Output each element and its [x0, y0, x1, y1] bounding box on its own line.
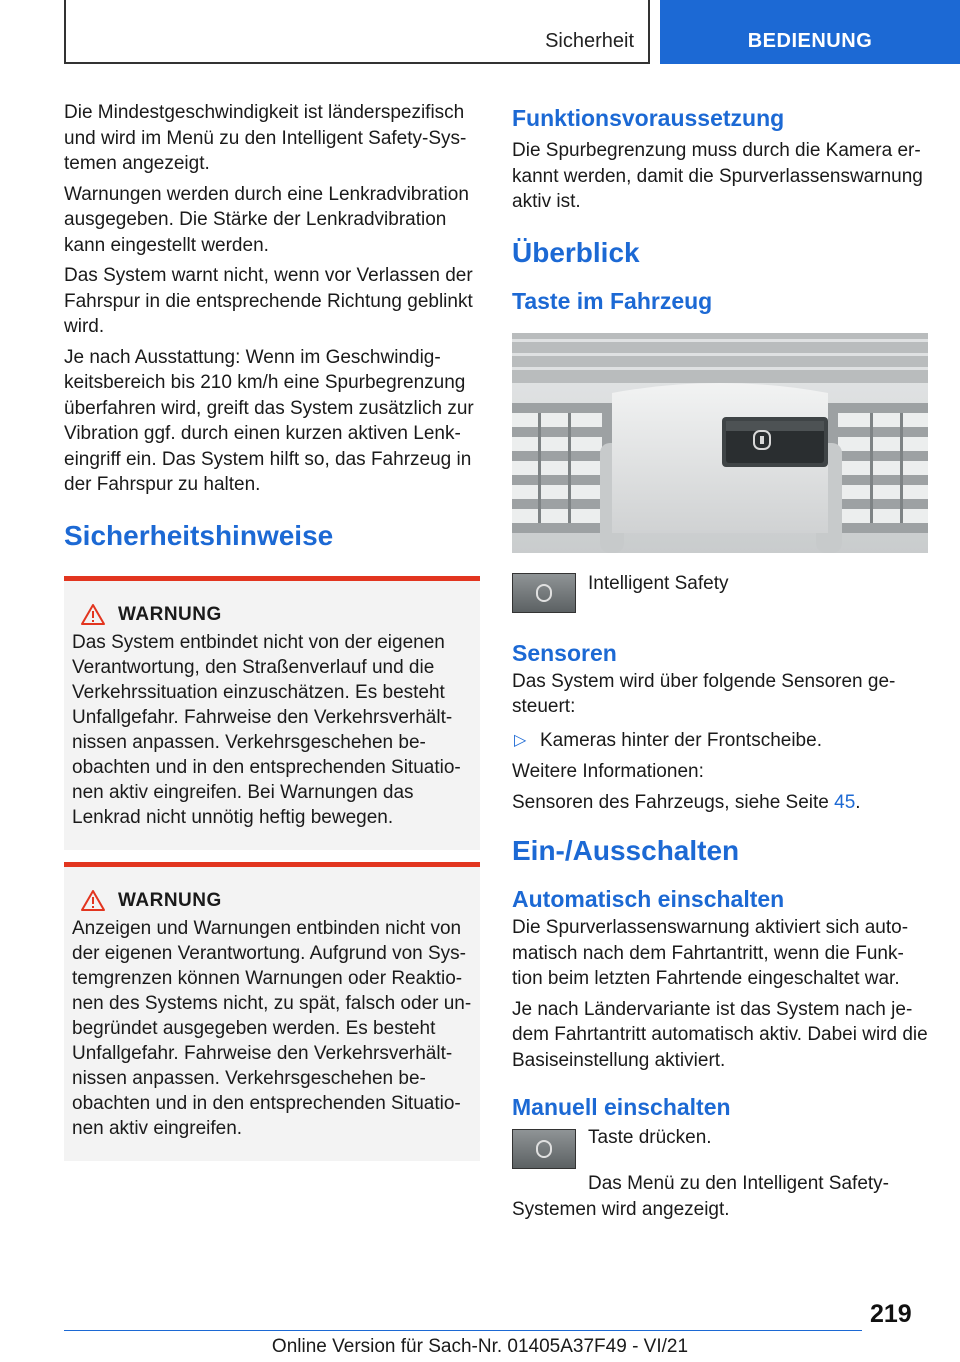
- footer-divider: [64, 1330, 862, 1331]
- paragraph: Je nach Ausstattung: Wenn im Geschwindigkeitsbereich bis 210 km/h eine Spurbegrenzung überfahren wird, greift das System zusätzlich zur Vibration ggf. durch einen kurzen aktiven Lenkeingriff ein. Das System hilft so, das Fahrzeug in der Fahrspur zu halten.: [64, 346, 474, 495]
- page-number: 219: [870, 1300, 912, 1328]
- page-header: [0, 0, 960, 66]
- right-column: [512, 100, 928, 1227]
- warning-text: Anzeigen und Warnungen entbinden nicht von der eigenen Verantwortung. Aufgrund von Systemgrenzen können Warnungen oder Reaktionen des Systems nicht, zu spät, falsch oder unbegründet ausgegeben werden. Es besteht Unfallgefahr. Fahrweise den Verkehrsverhältnissen anpassen. Verkehrsgeschehen beobachten und in den entsprechenden Situationen aktiv eingreifen.: [72, 917, 472, 1139]
- warning-label: WARNUNG: [118, 889, 222, 911]
- manual-step-result: Das Menü zu den Intelligent Safety-Systemen wird angezeigt.: [512, 1173, 890, 1220]
- vehicle-button-photo: [512, 333, 928, 553]
- manual-step: Taste drücken.: [588, 1127, 712, 1148]
- func-text: Die Spurbegrenzung muss durch die Kamera erkannt werden, damit die Spurverlassenswarnung aktiv ist.: [512, 140, 923, 212]
- intelligent-safety-button-icon: [512, 573, 576, 613]
- footer-online-version: Online Version für Sach-Nr. 01405A37F49 - VI/21: [271, 1336, 689, 1357]
- sensors-heading: Sensoren: [512, 639, 617, 666]
- header-section-title: Sicherheit: [545, 30, 634, 52]
- left-column: [64, 100, 480, 1161]
- header-section-box: [64, 0, 650, 64]
- warning-triangle-icon: [80, 603, 112, 627]
- overview-heading: Überblick: [512, 236, 640, 268]
- warning-label: WARNUNG: [118, 603, 222, 625]
- paragraph: Die Mindestgeschwindigkeit ist länderspezifisch und wird im Menü zu den Intelligent Safety-Systemen angezeigt.: [64, 102, 467, 174]
- auto-heading: Automatisch einschalten: [512, 886, 785, 912]
- header-chapter-label: BEDIENUNG: [747, 30, 873, 52]
- intelligent-safety-button-icon: [512, 1129, 576, 1169]
- triangle-bullet-icon: ▷: [514, 731, 527, 749]
- list-item-text: Kameras hinter der Frontscheibe.: [540, 729, 822, 751]
- auto-text: Je nach Ländervariante ist das System nach jedem Fahrtantritt automatisch aktiv. Dabei wird die Basiseinstellung aktiviert.: [512, 998, 928, 1071]
- button-caption: Intelligent Safety: [588, 572, 729, 594]
- sensors-text: Das System wird über folgende Sensoren gesteuert:: [512, 670, 896, 717]
- manual-heading: Manuell einschalten: [512, 1094, 731, 1120]
- dashboard-button-illustration: [512, 333, 928, 553]
- onoff-heading: Ein-/Ausschalten: [512, 835, 740, 866]
- warning-header: [72, 889, 472, 913]
- header-chapter-tab: [660, 0, 960, 64]
- paragraph: Das System warnt nicht, wenn vor Verlassen der Fahrspur in die entsprechende Richtung geblinkt wird.: [64, 265, 473, 337]
- manual-step-text: [588, 1125, 712, 1151]
- reference-end: .: [855, 791, 861, 813]
- warning-box: [64, 862, 480, 1161]
- warning-box: [64, 576, 480, 850]
- reference-label: Sensoren des Fahrzeugs, siehe Seite: [512, 791, 835, 813]
- warning-text: Das System entbindet nicht von der eigenen Verantwortung, den Straßenverlauf und die Verkehrssituation einzuschätzen. Es besteht Unfallgefahr. Fahrweise den Verkehrsverhältnissen anpassen. Verkehrsgeschehen beobachten und in den entsprechenden Situationen aktiv eingreifen. Bei Warnungen das Lenkrad nicht unnötig heftig bewegen.: [72, 631, 461, 828]
- button-heading: Taste im Fahrzeug: [512, 287, 713, 314]
- safety-heading: Sicherheitshinweise: [64, 519, 334, 551]
- more-info-text: Weitere Informationen:: [512, 761, 704, 782]
- list-item: [512, 728, 928, 754]
- button-caption-row: [512, 573, 928, 613]
- paragraph: Warnungen werden durch eine Lenkradvibration ausgegeben. Die Stärke der Lenkradvibration kann eingestellt werden.: [64, 183, 469, 256]
- warning-triangle-icon: [80, 889, 112, 913]
- auto-text: Die Spurverlassenswarnung aktiviert sich automatisch nach dem Fahrtantritt, wenn die Funktion beim letzten Fahrtende eingeschaltet war.: [512, 917, 909, 989]
- reference-text: [512, 790, 928, 816]
- page-reference-link[interactable]: 45: [834, 791, 856, 813]
- warning-header: [72, 603, 472, 627]
- func-heading: Funktionsvoraussetzung: [512, 105, 785, 131]
